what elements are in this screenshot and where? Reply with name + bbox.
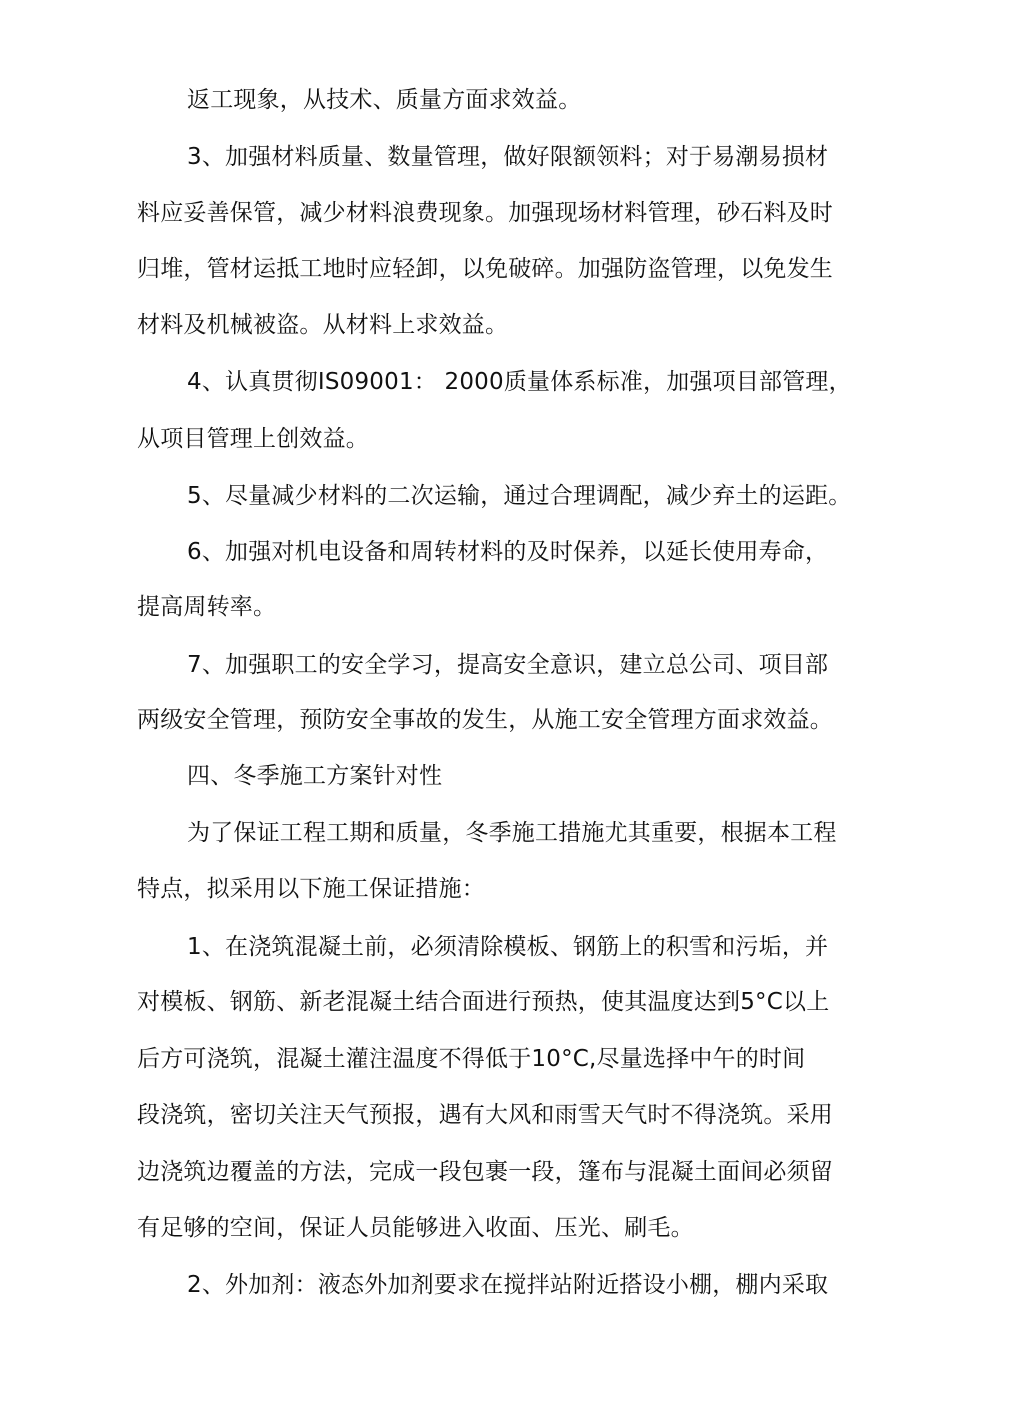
text-line: 归堆，管材运抵工地时应轻卸，以免破碎。加强防盗管理，以免发生: [137, 256, 833, 282]
text-line: 7、加强职工的安全学习，提高安全意识，建立总公司、项目部: [187, 652, 829, 678]
section-heading: 四、冬季施工方案针对性: [187, 763, 443, 789]
text-line: 提高周转率。: [137, 594, 277, 620]
text-line: 为了保证工程工期和质量，冬季施工措施尤其重要，根据本工程: [187, 820, 837, 846]
text-line: 4、认真贯彻IS09001： 2000质量体系标准，加强项目部管理，: [187, 369, 852, 395]
text-line: 5、尽量减少材料的二次运输，通过合理调配，减少弃土的运距。: [187, 483, 852, 509]
text-line: 3、加强材料质量、数量管理，做好限额领料；对于易潮易损材: [187, 144, 829, 170]
text-line: 后方可浇筑，混凝土灌注温度不得低于10°C,尽量选择中午的时间: [137, 1046, 806, 1072]
text-line: 边浇筑边覆盖的方法，完成一段包裹一段，篷布与混凝土面间必须留: [137, 1159, 833, 1185]
text-line: 2、外加剂：液态外加剂要求在搅拌站附近搭设小棚，棚内采取: [187, 1272, 829, 1298]
text-line: 从项目管理上创效益。: [137, 426, 369, 452]
text-line: 返工现象，从技术、质量方面求效益。: [187, 87, 582, 113]
text-line: 段浇筑，密切关注天气预报，遇有大风和雨雪天气时不得浇筑。采用: [137, 1102, 833, 1128]
text-line: 料应妥善保管，减少材料浪费现象。加强现场材料管理，砂石料及时: [137, 200, 833, 226]
text-line: 1、在浇筑混凝土前，必须清除模板、钢筋上的积雪和污垢，并: [187, 934, 829, 960]
text-line: 材料及机械被盗。从材料上求效益。: [137, 312, 509, 338]
text-line: 特点，拟采用以下施工保证措施：: [137, 876, 485, 902]
text-line: 两级安全管理，预防安全事故的发生，从施工安全管理方面求效益。: [137, 707, 833, 733]
text-line: 对模板、钢筋、新老混凝土结合面进行预热，使其温度达到5°C以上: [137, 989, 830, 1015]
text-line: 6、加强对机电设备和周转材料的及时保养，以延长使用寿命，: [187, 539, 829, 565]
text-line: 有足够的空间，保证人员能够进入收面、压光、刷毛。: [137, 1215, 694, 1241]
